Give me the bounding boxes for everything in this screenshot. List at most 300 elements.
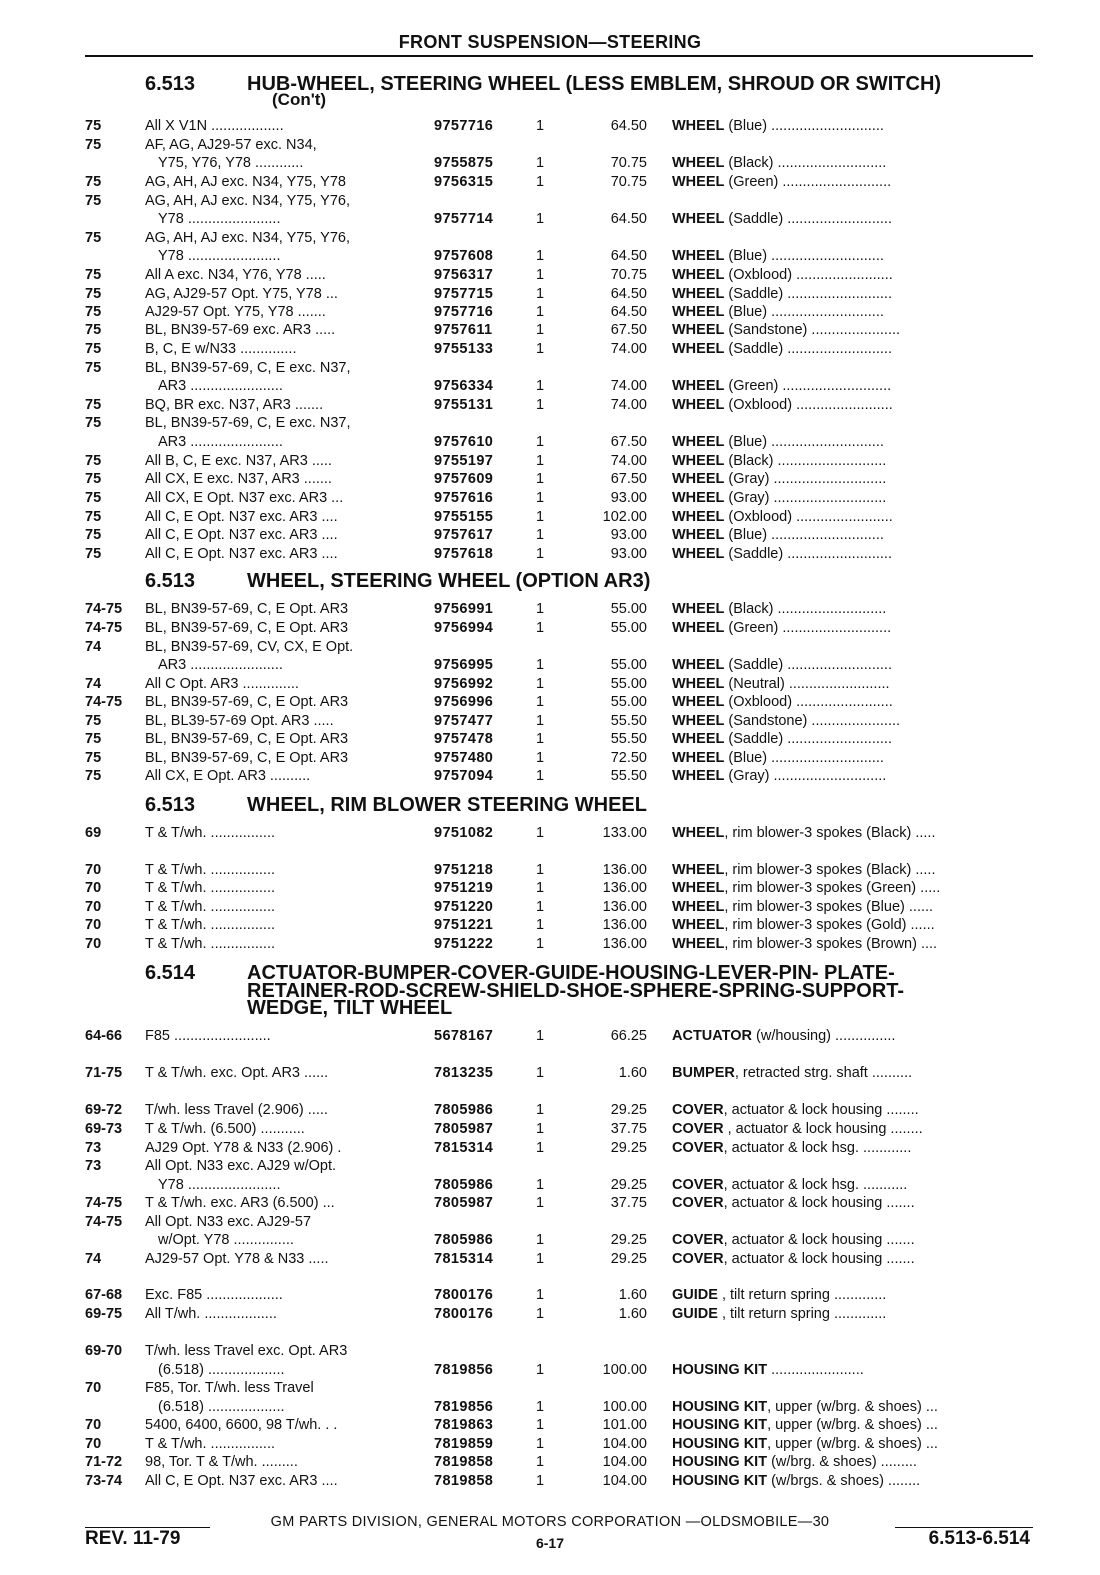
part-name: WHEEL [672,880,725,896]
model-year: 67-68 [85,1287,123,1303]
part-detail: , tilt return spring ............. [717,1306,887,1322]
part-name: HOUSING KIT [672,1436,768,1452]
model-year: 74 [85,1251,102,1267]
model-year: 74-75 [85,1195,123,1211]
part-description [672,433,1034,452]
model-year: 74 [85,639,102,655]
part-number: 9755131 [434,397,494,413]
model-year: 74 [85,676,102,692]
parts-row [0,526,1100,545]
part-detail: (Blue) ............................ [724,304,884,320]
part-name: WHEEL [672,378,725,394]
parts-row [0,1027,1100,1046]
parts-row [0,470,1100,489]
part-name: WHEEL [672,267,725,283]
application-continued: AR3 ....................... [158,657,283,673]
part-number: 7815314 [434,1140,494,1156]
price: 70.75 [610,155,647,171]
quantity: 1 [536,713,545,729]
part-name: WHEEL [672,471,725,487]
part-name: COVER [672,1177,724,1193]
part-description [672,545,1034,564]
part-detail: , rim blower-3 spokes (Black) ..... [724,825,936,841]
section-number: 6.513 [145,73,196,95]
part-name: COVER [672,1140,724,1156]
part-name: COVER [672,1195,724,1211]
part-description [672,712,1034,731]
application: All X V1N .................. [145,118,284,134]
part-number: 9757716 [434,118,494,134]
quantity: 1 [536,286,545,302]
part-detail: (Oxblood) ........................ [724,267,893,283]
price: 100.00 [602,1399,647,1415]
application: BL, BN39-57-69, C, E exc. N37, [145,360,351,376]
part-name: WHEEL [672,917,725,933]
model-year: 70 [85,1436,102,1452]
part-name: COVER [672,1121,724,1137]
part-description [672,1453,1034,1472]
part-number: 9756991 [434,601,494,617]
part-name: WHEEL [672,434,725,450]
application: AG, AH, AJ exc. N34, Y75, Y76, [145,193,350,209]
quantity: 1 [536,825,545,841]
quantity: 1 [536,509,545,525]
part-name: ACTUATOR [672,1028,753,1044]
application: BL, BN39-57-69, C, E Opt. AR3 [145,620,349,636]
price: 104.00 [602,1473,647,1489]
part-description [672,303,1034,322]
part-detail: (Saddle) .......................... [724,286,892,302]
parts-row [0,619,1100,638]
application: T & T/wh. (6.500) ........... [145,1121,305,1137]
parts-row [0,414,1100,433]
part-number: 9756992 [434,676,494,692]
part-description [672,1250,1034,1269]
part-detail: , actuator & lock housing ....... [723,1251,915,1267]
part-detail: (Sandstone) ...................... [724,713,901,729]
application: AG, AJ29-57 Opt. Y75, Y78 ... [145,286,338,302]
part-detail: (Sandstone) ...................... [724,322,901,338]
price: 29.25 [610,1177,647,1193]
quantity: 1 [536,862,545,878]
part-detail: , retracted strg. shaft .......... [734,1065,913,1081]
price: 67.50 [610,322,647,338]
section-title-line2: RETAINER-ROD-SCREW-SHIELD-SHOE-SPHERE-SPRING-SUPPORT- [247,980,905,1002]
part-detail: (w/housing) ............... [752,1028,896,1044]
price: 66.25 [610,1028,647,1044]
quantity: 1 [536,899,545,915]
part-description [672,247,1034,266]
quantity: 1 [536,527,545,543]
application: BL, BL39-57-69 Opt. AR3 ..... [145,713,334,729]
quantity: 1 [536,471,545,487]
part-number: 7815314 [434,1251,494,1267]
part-name: HOUSING KIT [672,1417,768,1433]
part-number: 9757610 [434,434,494,450]
price: 133.00 [602,825,647,841]
price: 93.00 [610,546,647,562]
parts-row [0,693,1100,712]
section-title: WHEEL, RIM BLOWER STEERING WHEEL [247,794,647,816]
part-name: HOUSING KIT [672,1362,768,1378]
model-year: 75 [85,415,102,431]
parts-row [0,192,1100,211]
price: 64.50 [610,286,647,302]
application: All C, E Opt. N37 exc. AR3 .... [145,527,338,543]
part-description [672,340,1034,359]
quantity: 1 [536,434,545,450]
parts-row [0,1435,1100,1454]
part-description [672,1139,1034,1158]
part-description [672,266,1034,285]
part-description [672,749,1034,768]
parts-row [0,935,1100,954]
part-name: WHEEL [672,322,725,338]
part-description [672,916,1034,935]
parts-row [0,303,1100,322]
price: 93.00 [610,490,647,506]
price: 136.00 [602,880,647,896]
part-name: WHEEL [672,174,725,190]
part-name: WHEEL [672,601,725,617]
part-description [672,1064,1034,1083]
part-detail: (Saddle) .......................... [724,657,892,673]
part-number: 7819856 [434,1362,494,1378]
part-detail: , actuator & lock housing ....... [723,1195,915,1211]
part-description [672,1027,1034,1046]
part-number: 9757480 [434,750,494,766]
part-detail: (Gray) ............................ [724,490,887,506]
model-year: 69-73 [85,1121,123,1137]
quantity: 1 [536,694,545,710]
part-number: 9757715 [434,286,494,302]
price: 72.50 [610,750,647,766]
model-year: 73 [85,1158,102,1174]
parts-row [0,452,1100,471]
parts-row [0,173,1100,192]
price: 64.50 [610,118,647,134]
parts-row [0,377,1100,396]
price: 29.25 [610,1232,647,1248]
model-year: 70 [85,917,102,933]
price: 64.50 [610,304,647,320]
parts-row [0,1120,1100,1139]
part-name: WHEEL [672,676,725,692]
model-year: 75 [85,137,102,153]
part-number: 7805986 [434,1232,494,1248]
quantity: 1 [536,676,545,692]
parts-row [0,247,1100,266]
part-description [672,656,1034,675]
application-continued: Y78 ....................... [158,211,281,227]
model-year: 69-75 [85,1306,123,1322]
model-year: 75 [85,527,102,543]
part-number: 9751218 [434,862,494,878]
model-year: 74-75 [85,620,123,636]
part-description [672,396,1034,415]
model-year: 75 [85,471,102,487]
part-description [672,861,1034,880]
price: 136.00 [602,862,647,878]
parts-row [0,117,1100,136]
application: 98, Tor. T & T/wh. ......... [145,1454,298,1470]
part-number: 9755133 [434,341,494,357]
parts-row [0,340,1100,359]
section-title-line3: WEDGE, TILT WHEEL [247,997,453,1019]
part-detail: (Black) ........................... [724,155,887,171]
quantity: 1 [536,546,545,562]
application: F85 ........................ [145,1028,271,1044]
price: 104.00 [602,1454,647,1470]
section-range: 6.513-6.514 [928,1528,1030,1549]
quantity: 1 [536,341,545,357]
price: 55.50 [610,768,647,784]
price: 55.50 [610,713,647,729]
part-description [672,1101,1034,1120]
model-year: 69-72 [85,1102,123,1118]
price: 101.00 [602,1417,647,1433]
price: 64.50 [610,248,647,264]
part-number: 9751222 [434,936,494,952]
parts-row [0,229,1100,248]
model-year: 73-74 [85,1473,123,1489]
part-name: GUIDE [672,1306,718,1322]
parts-row [0,545,1100,564]
part-detail: , actuator & lock housing ........ [723,1102,919,1118]
part-name: WHEEL [672,713,725,729]
application: AJ29-57 Opt. Y78 & N33 ..... [145,1251,329,1267]
parts-row [0,1194,1100,1213]
parts-row [0,1398,1100,1417]
application: B, C, E w/N33 .............. [145,341,297,357]
application: BQ, BR exc. N37, AR3 ....... [145,397,324,413]
model-year: 75 [85,304,102,320]
application: All CX, E Opt. N37 exc. AR3 ... [145,490,344,506]
quantity: 1 [536,267,545,283]
parts-row [0,1064,1100,1083]
parts-row [0,396,1100,415]
parts-row [0,359,1100,378]
quantity: 1 [536,211,545,227]
application: AG, AH, AJ exc. N34, Y75, Y76, [145,230,350,246]
part-description [672,935,1034,954]
application: BL, BN39-57-69 exc. AR3 ..... [145,322,336,338]
model-year: 70 [85,862,102,878]
part-detail: (w/brg. & shoes) ......... [767,1454,917,1470]
part-name: WHEEL [672,862,725,878]
parts-row [0,1453,1100,1472]
part-number: 9756334 [434,378,494,394]
part-detail: , rim blower-3 spokes (Blue) ...... [724,899,934,915]
part-number: 7813235 [434,1065,494,1081]
part-number: 9757608 [434,248,494,264]
price: 1.60 [618,1306,647,1322]
quantity: 1 [536,322,545,338]
application: T & T/wh. ................ [145,899,275,915]
application: T & T/wh. exc. Opt. AR3 ...... [145,1065,329,1081]
part-number: 7819858 [434,1454,494,1470]
section-number: 6.514 [145,962,196,984]
quantity: 1 [536,1102,545,1118]
part-description [672,730,1034,749]
section-number: 6.513 [145,570,196,592]
part-detail: (Gray) ............................ [724,768,887,784]
parts-row [0,1101,1100,1120]
part-detail: , rim blower-3 spokes (Gold) ...... [724,917,935,933]
model-year: 75 [85,230,102,246]
parts-row [0,1176,1100,1195]
price: 55.00 [610,657,647,673]
part-number: 9757478 [434,731,494,747]
part-name: WHEEL [672,397,725,413]
part-detail: , upper (w/brg. & shoes) ... [767,1417,938,1433]
part-number: 9756994 [434,620,494,636]
part-detail: (Blue) ............................ [724,750,884,766]
parts-row [0,824,1100,843]
application: AJ29 Opt. Y78 & N33 (2.906) . [145,1140,342,1156]
application-continued: Y78 ....................... [158,1177,281,1193]
part-description [672,1416,1034,1435]
part-detail: , actuator & lock housing ........ [723,1121,923,1137]
part-number: 5678167 [434,1028,494,1044]
model-year: 75 [85,286,102,302]
application: BL, BN39-57-69, CV, CX, E Opt. [145,639,354,655]
model-year: 75 [85,118,102,134]
part-description [672,1398,1034,1417]
quantity: 1 [536,1121,545,1137]
part-number: 9751082 [434,825,494,841]
part-description [672,1435,1034,1454]
part-name: WHEEL [672,304,725,320]
model-year: 75 [85,174,102,190]
part-description [672,879,1034,898]
price: 29.25 [610,1102,647,1118]
model-year: 70 [85,936,102,952]
quantity: 1 [536,750,545,766]
model-year: 75 [85,397,102,413]
model-year: 75 [85,490,102,506]
price: 70.75 [610,267,647,283]
model-year: 73 [85,1140,102,1156]
quantity: 1 [536,1454,545,1470]
part-number: 9751220 [434,899,494,915]
part-number: 9751221 [434,917,494,933]
page-number: 6-17 [535,1535,565,1551]
model-year: 75 [85,768,102,784]
parts-row [0,266,1100,285]
part-description [672,1286,1034,1305]
section-title: WHEEL, STEERING WHEEL (OPTION AR3) [247,570,651,592]
parts-row [0,675,1100,694]
price: 70.75 [610,174,647,190]
model-year: 71-75 [85,1065,123,1081]
model-year: 75 [85,267,102,283]
model-year: 75 [85,322,102,338]
part-number: 9756995 [434,657,494,673]
model-year: 75 [85,546,102,562]
parts-row [0,1361,1100,1380]
quantity: 1 [536,1362,545,1378]
part-number: 7805986 [434,1177,494,1193]
part-description [672,1176,1034,1195]
quantity: 1 [536,601,545,617]
part-name: COVER [672,1232,724,1248]
application-continued: AR3 ....................... [158,434,283,450]
quantity: 1 [536,1028,545,1044]
part-number: 9757477 [434,713,494,729]
model-year: 74-75 [85,1214,123,1230]
part-name: WHEEL [672,750,725,766]
part-description [672,600,1034,619]
parts-row [0,638,1100,657]
quantity: 1 [536,155,545,171]
section-title-cont: (Con't) [272,90,327,109]
price: 55.50 [610,731,647,747]
part-detail: (Black) ........................... [724,453,887,469]
part-description [672,1472,1034,1491]
price: 64.50 [610,211,647,227]
application-continued: (6.518) ................... [158,1399,285,1415]
part-detail: , actuator & lock hsg. ............ [723,1140,912,1156]
part-detail: (Blue) ............................ [724,434,884,450]
parts-row [0,730,1100,749]
part-detail: (Green) ........................... [724,174,892,190]
part-number: 7819856 [434,1399,494,1415]
price: 104.00 [602,1436,647,1452]
application: AF, AG, AJ29-57 exc. N34, [145,137,317,153]
quantity: 1 [536,936,545,952]
application: T & T/wh. ................ [145,917,275,933]
part-detail: (Blue) ............................ [724,248,884,264]
model-year: 75 [85,713,102,729]
part-detail: (Saddle) .......................... [724,211,892,227]
price: 1.60 [618,1287,647,1303]
quantity: 1 [536,1473,545,1489]
parts-row [0,508,1100,527]
part-name: HOUSING KIT [672,1454,768,1470]
part-detail: (Neutral) ......................... [724,676,890,692]
model-year: 70 [85,1380,102,1396]
application: All C, E Opt. N37 exc. AR3 .... [145,1473,338,1489]
part-name: WHEEL [672,248,725,264]
model-year: 70 [85,899,102,915]
part-description [672,1120,1034,1139]
parts-row [0,767,1100,786]
model-year: 75 [85,453,102,469]
part-detail: , tilt return spring ............. [717,1287,887,1303]
part-detail: (Blue) ............................ [724,527,884,543]
model-year: 69-70 [85,1343,123,1359]
model-year: 74-75 [85,694,123,710]
part-name: WHEEL [672,731,725,747]
quantity: 1 [536,880,545,896]
parts-row [0,712,1100,731]
part-description [672,898,1034,917]
application: All A exc. N34, Y76, Y78 ..... [145,267,326,283]
parts-row [0,321,1100,340]
part-name: WHEEL [672,341,725,357]
part-number: 7805987 [434,1195,494,1211]
application: All C, E Opt. N37 exc. AR3 .... [145,546,338,562]
quantity: 1 [536,490,545,506]
part-description [672,452,1034,471]
part-description [672,321,1034,340]
part-number: 7819858 [434,1473,494,1489]
quantity: 1 [536,657,545,673]
part-detail: (Gray) ............................ [724,471,887,487]
quantity: 1 [536,1399,545,1415]
quantity: 1 [536,174,545,190]
